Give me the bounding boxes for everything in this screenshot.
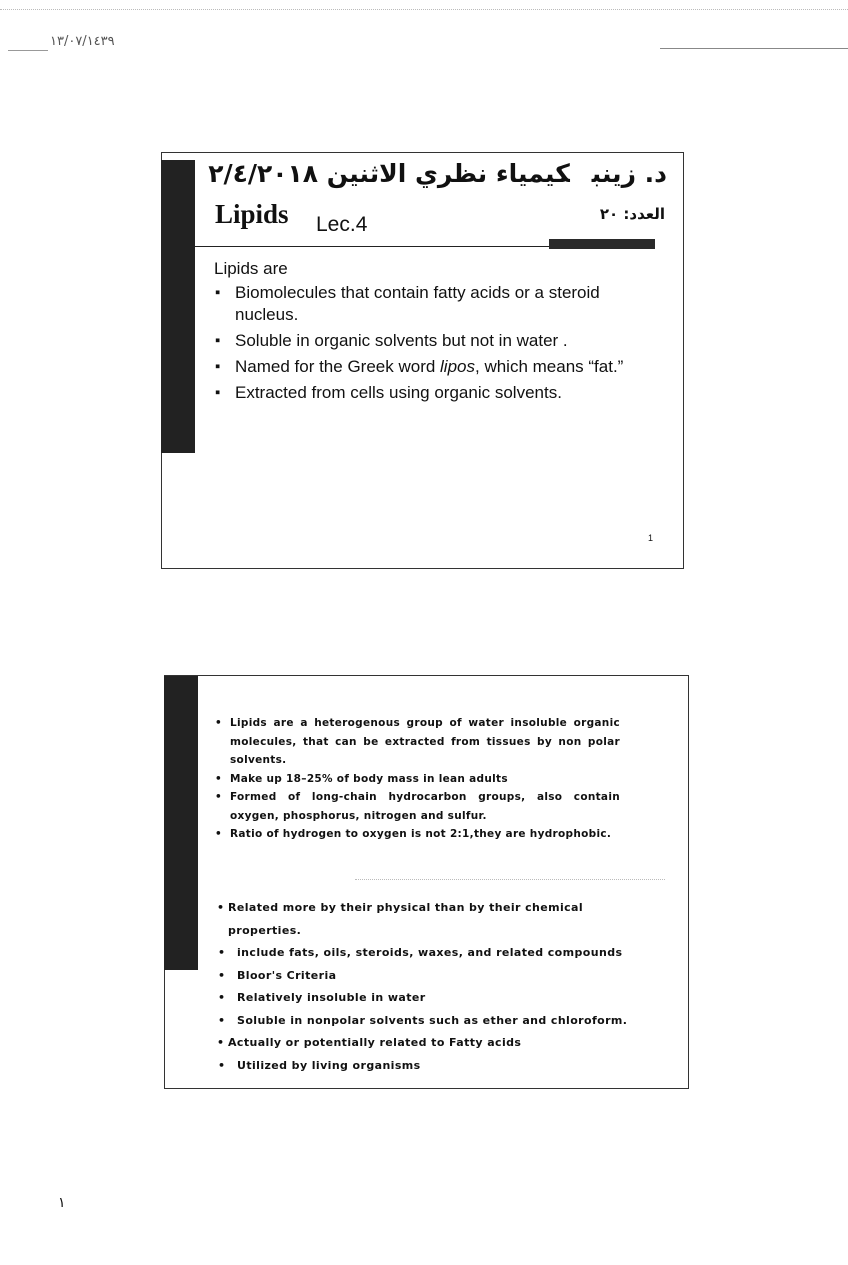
slide-2 bbox=[164, 675, 689, 1089]
arabic-author: د. زينب bbox=[591, 159, 667, 188]
list-item bbox=[214, 356, 634, 378]
intro-text: Lipids are bbox=[214, 259, 288, 278]
arabic-course-date: كيمياء نظري الاثنين ٢/٤/٢٠١٨ bbox=[208, 159, 570, 188]
slide-side-bar bbox=[164, 676, 198, 970]
arabic-count: العدد: ٢٠ bbox=[599, 205, 665, 223]
scan-dotted-line bbox=[355, 879, 665, 880]
title-divider-bar bbox=[549, 239, 655, 249]
list-item: • Bloor's Criteria bbox=[217, 965, 682, 988]
list-item: • Related more by their physical than by their chemical properties. bbox=[217, 897, 628, 942]
list-item: ▪ Extracted from cells using organic solvents. bbox=[214, 382, 634, 404]
lipids-properties-list bbox=[215, 714, 620, 844]
arabic-header bbox=[186, 159, 667, 188]
list-item: • Lipids are a heterogenous group of water insoluble organic molecules, that can be extracted from tissues by non polar solvents. bbox=[215, 714, 620, 770]
slide-1 bbox=[161, 152, 684, 569]
list-item: • Formed of long-chain hydrocarbon groups, also contain oxygen, phosphorus, nitrogen and sulfur. bbox=[215, 788, 620, 825]
list-item: • include fats, oils, steroids, waxes, and related compounds bbox=[217, 942, 682, 965]
list-item: • Utilized by living organisms bbox=[217, 1055, 682, 1078]
list-item: • Ratio of hydrogen to oxygen is not 2:1,they are hydrophobic. bbox=[215, 825, 620, 844]
list-item: • Soluble in nonpolar solvents such as ether and chloroform. bbox=[217, 1010, 682, 1033]
list-item: • Actually or potentially related to Fatty acids bbox=[217, 1032, 682, 1055]
scan-line-left bbox=[8, 50, 48, 51]
page-number: ١ bbox=[58, 1195, 66, 1211]
scan-dotted-line bbox=[0, 9, 848, 10]
bloor-criteria-list bbox=[217, 897, 682, 1077]
lecture-label: Lec.4 bbox=[316, 213, 368, 236]
list-item-text: Named for the Greek word bbox=[235, 357, 441, 376]
lipids-definition-list bbox=[214, 282, 634, 408]
greek-word: lipos bbox=[440, 357, 475, 376]
list-item: • Relatively insoluble in water bbox=[217, 987, 682, 1010]
list-item: ▪ Biomolecules that contain fatty acids or a steroid nucleus. bbox=[214, 282, 634, 326]
list-item: • Make up 18–25% of body mass in lean adults bbox=[215, 770, 620, 789]
list-item: ▪ Soluble in organic solvents but not in water . bbox=[214, 330, 634, 352]
date-stamp: ١٣/٠٧/١٤٣٩ bbox=[50, 34, 115, 49]
slide-number: 1 bbox=[647, 533, 653, 543]
slide-title: Lipids bbox=[215, 199, 289, 229]
slide-side-bar bbox=[161, 160, 195, 453]
scan-line-right bbox=[660, 48, 848, 49]
list-item-text: , which means “fat.” bbox=[475, 357, 624, 376]
